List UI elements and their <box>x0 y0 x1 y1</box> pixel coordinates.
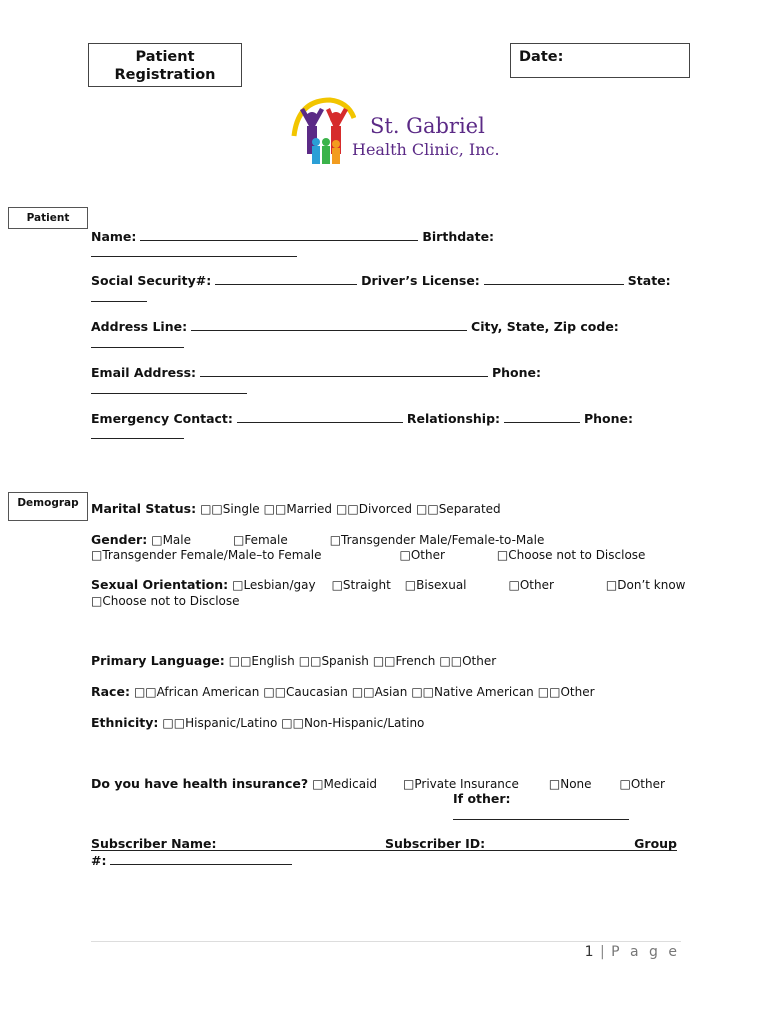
state-field[interactable] <box>91 289 147 302</box>
race-row <box>91 684 595 699</box>
date-box[interactable] <box>510 43 690 78</box>
marital-row <box>91 501 501 516</box>
group-number-label: #: <box>91 853 107 868</box>
checkbox-race-other[interactable]: □□Other <box>537 685 595 699</box>
phone-label: Phone: <box>491 365 542 380</box>
checkbox-bisexual[interactable]: □Bisexual <box>404 578 467 592</box>
date-label: Date: <box>519 49 564 65</box>
checkbox-married[interactable]: □□Married <box>263 502 333 516</box>
relationship-label: Relationship: <box>406 411 501 426</box>
page-word: P a g e <box>611 944 680 960</box>
checkbox-lesbian-gay[interactable]: □Lesbian/gay <box>232 578 316 592</box>
page-title-line1: Patient <box>135 49 195 65</box>
checkbox-trans-male[interactable]: □Transgender Male/Female-to-Male <box>329 533 545 547</box>
name-field[interactable] <box>140 228 418 241</box>
drivers-license-field[interactable] <box>484 272 624 285</box>
email-row <box>91 364 541 380</box>
if-other-field[interactable] <box>453 807 629 820</box>
state-label: State: <box>627 273 671 288</box>
if-other-label: If other: <box>453 791 511 806</box>
gender-label: Gender: <box>91 532 148 547</box>
phone-field[interactable] <box>91 381 247 394</box>
name-row <box>91 228 494 244</box>
insurance-row <box>91 776 665 791</box>
address-field[interactable] <box>191 318 467 331</box>
checkbox-straight[interactable]: □Straight <box>331 578 391 592</box>
checkbox-none[interactable]: □None <box>548 777 592 791</box>
group-row <box>91 852 292 868</box>
checkbox-medicaid[interactable]: □Medicaid <box>312 777 378 791</box>
birthdate-field[interactable] <box>91 244 297 257</box>
clinic-logo <box>290 96 500 172</box>
checkbox-insurance-other[interactable]: □Other <box>619 777 665 791</box>
family-sun-icon <box>290 96 356 172</box>
group-label: Group <box>634 836 677 851</box>
checkbox-private-insurance[interactable]: □Private Insurance <box>403 777 519 791</box>
email-label: Email Address: <box>91 365 197 380</box>
gender-row <box>91 532 544 547</box>
checkbox-dont-know[interactable]: □Don’t know <box>605 578 686 592</box>
subscriber-id-label: Subscriber ID: <box>385 836 486 851</box>
language-label: Primary Language: <box>91 653 225 668</box>
checkbox-english[interactable]: □□English <box>228 654 295 668</box>
ethnicity-label: Ethnicity: <box>91 715 159 730</box>
checkbox-hispanic[interactable]: □□Hispanic/Latino <box>162 716 278 730</box>
emergency-contact-field[interactable] <box>237 410 403 423</box>
ssn-row <box>91 272 671 288</box>
page-number: 1 <box>584 944 595 960</box>
emergency-contact-label: Emergency Contact: <box>91 411 233 426</box>
emergency-phone-label: Phone: <box>583 411 634 426</box>
checkbox-spanish[interactable]: □□Spanish <box>298 654 369 668</box>
subscriber-row <box>91 836 677 851</box>
relationship-field[interactable] <box>504 410 580 423</box>
checkbox-orientation-other[interactable]: □Other <box>508 578 554 592</box>
city-state-zip-field[interactable] <box>91 335 184 348</box>
page-indicator <box>585 944 680 960</box>
checkbox-orientation-nodisclose[interactable]: □Choose not to Disclose <box>91 594 240 608</box>
emergency-row <box>91 410 633 426</box>
emergency-phone-field[interactable] <box>91 426 184 439</box>
name-label: Name: <box>91 229 137 244</box>
language-row <box>91 653 496 668</box>
ssn-label: Social Security#: <box>91 273 212 288</box>
section-tab-demographics: Demograp <box>8 492 88 521</box>
birthdate-label: Birthdate: <box>422 229 495 244</box>
race-label: Race: <box>91 684 130 699</box>
checkbox-single[interactable]: □□Single <box>200 502 260 516</box>
checkbox-native-american[interactable]: □□Native American <box>411 685 534 699</box>
ethnicity-row <box>91 715 424 730</box>
checkbox-non-hispanic[interactable]: □□Non-Hispanic/Latino <box>281 716 425 730</box>
drivers-license-label: Driver’s License: <box>361 273 480 288</box>
checkbox-gender-nodisclose[interactable]: □Choose not to Disclose <box>496 548 646 562</box>
clinic-name-line1: St. Gabriel <box>370 114 485 138</box>
email-field[interactable] <box>200 364 488 377</box>
title-box <box>88 43 242 87</box>
orientation-label: Sexual Orientation: <box>91 577 229 592</box>
marital-label: Marital Status: <box>91 501 197 516</box>
page-title-line2: Registration <box>114 67 216 83</box>
insurance-question: Do you have health insurance? <box>91 776 309 791</box>
checkbox-language-other[interactable]: □□Other <box>439 654 497 668</box>
checkbox-french[interactable]: □□French <box>372 654 436 668</box>
checkbox-divorced[interactable]: □□Divorced <box>336 502 413 516</box>
orientation-row-2 <box>91 593 240 608</box>
checkbox-gender-other[interactable]: □Other <box>399 548 445 562</box>
checkbox-trans-female[interactable]: □Transgender Female/Male–to Female <box>91 548 322 562</box>
subscriber-name-label: Subscriber Name: <box>91 836 217 851</box>
footer-divider <box>91 941 681 942</box>
page-separator: | <box>599 944 606 960</box>
city-state-zip-label: City, State, Zip code: <box>471 319 619 334</box>
checkbox-separated[interactable]: □□Separated <box>416 502 501 516</box>
gender-row-2 <box>91 547 645 562</box>
checkbox-female[interactable]: □Female <box>232 533 288 547</box>
checkbox-caucasian[interactable]: □□Caucasian <box>263 685 348 699</box>
orientation-row <box>91 577 685 592</box>
checkbox-male[interactable]: □Male <box>151 533 191 547</box>
clinic-name-line2: Health Clinic, Inc. <box>352 140 500 159</box>
ssn-field[interactable] <box>215 272 357 285</box>
address-label: Address Line: <box>91 319 188 334</box>
checkbox-asian[interactable]: □□Asian <box>351 685 408 699</box>
address-row <box>91 318 619 334</box>
checkbox-african-american[interactable]: □□African American <box>133 685 260 699</box>
group-number-field[interactable] <box>110 852 292 865</box>
section-tab-patient: Patient <box>8 207 88 229</box>
